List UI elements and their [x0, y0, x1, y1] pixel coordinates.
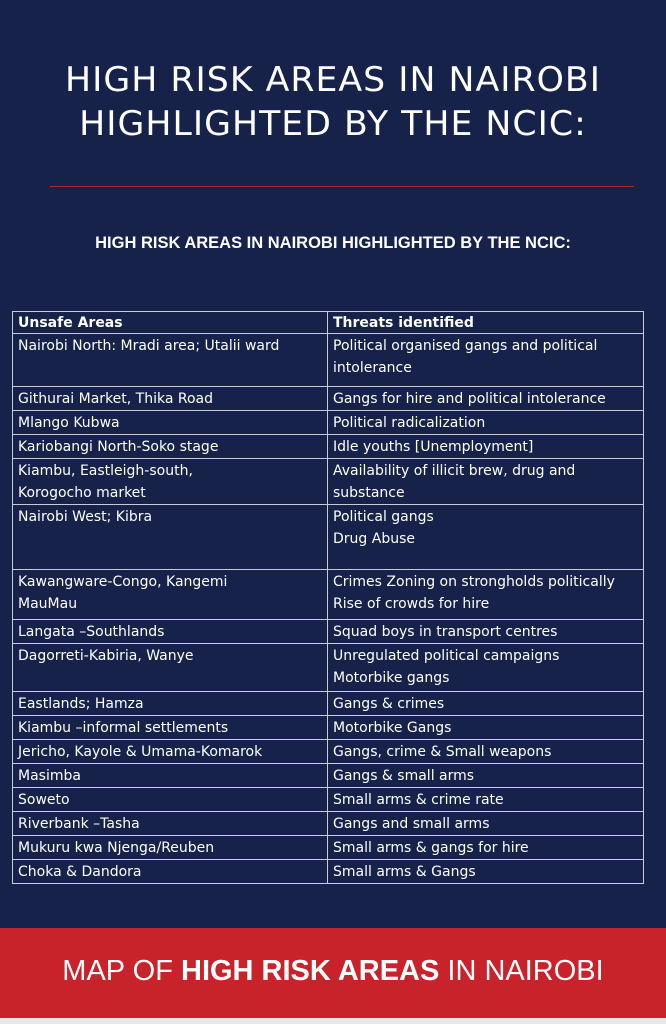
threat-text: Squad boys in transport centres	[333, 624, 558, 640]
table-row	[13, 691, 643, 715]
table-row	[13, 434, 643, 458]
unsafe-area-cell	[13, 411, 328, 434]
threat-cell	[328, 334, 643, 386]
threat-text: Small arms & crime rate	[333, 792, 504, 808]
bottom-strip	[0, 1018, 666, 1024]
threat-text: Gangs & small arms	[333, 768, 475, 784]
threat-text: intolerance	[333, 360, 412, 376]
unsafe-area-cell	[13, 812, 328, 835]
threat-text: Unregulated political campaigns	[333, 648, 560, 664]
unsafe-area-cell	[13, 788, 328, 811]
table-row	[13, 763, 643, 787]
unsafe-area-cell	[13, 334, 328, 386]
unsafe-area-cell	[13, 570, 328, 619]
unsafe-area-text: Choka & Dandora	[18, 864, 142, 880]
table-row	[13, 410, 643, 434]
unsafe-area-cell	[13, 644, 328, 691]
threat-text: Gangs, crime & Small weapons	[333, 744, 552, 760]
table-body	[13, 333, 643, 883]
threat-text: Idle youths [Unemployment]	[333, 439, 534, 455]
threat-cell	[328, 620, 643, 643]
unsafe-area-cell	[13, 764, 328, 787]
page-title-line2: HIGHLIGHTED BY THE NCIC:	[79, 104, 587, 144]
table-row	[13, 859, 643, 883]
threat-cell	[328, 505, 643, 569]
threat-cell	[328, 570, 643, 619]
unsafe-area-cell	[13, 836, 328, 859]
unsafe-area-text: Kiambu, Eastleigh-south,	[18, 463, 193, 479]
unsafe-area-text: Nairobi West; Kibra	[18, 509, 153, 525]
unsafe-area-text: Dagorreti-Kabiria, Wanye	[18, 648, 194, 664]
column-header-threats: Threats identified	[333, 315, 474, 331]
table-heading: HIGH RISK AREAS IN NAIROBI HIGHLIGHTED BY THE NCIC:	[95, 234, 571, 252]
threat-cell	[328, 644, 643, 691]
unsafe-area-text: Jericho, Kayole & Umama-Komarok	[18, 744, 263, 760]
page-title-line1: HIGH RISK AREAS IN NAIROBI	[65, 60, 601, 100]
table-row	[13, 458, 643, 504]
table-header-row	[13, 312, 643, 333]
table-row	[13, 835, 643, 859]
table-row	[13, 504, 643, 569]
unsafe-area-text: Kariobangi North-Soko stage	[18, 439, 219, 455]
table-row	[13, 715, 643, 739]
threat-cell	[328, 387, 643, 410]
threat-cell	[328, 836, 643, 859]
threat-cell	[328, 788, 643, 811]
threat-text: Political organised gangs and political	[333, 338, 598, 354]
unsafe-area-text: Eastlands; Hamza	[18, 696, 144, 712]
threat-cell	[328, 411, 643, 434]
unsafe-area-text: Masimba	[18, 768, 81, 784]
table-row	[13, 333, 643, 386]
threat-text: Motorbike Gangs	[333, 720, 452, 736]
threat-text: Small arms & gangs for hire	[333, 840, 529, 856]
unsafe-area-text: Nairobi North: Mradi area; Utalii ward	[18, 338, 280, 354]
unsafe-area-text: Mlango Kubwa	[18, 415, 120, 431]
unsafe-area-cell	[13, 387, 328, 410]
unsafe-area-cell	[13, 459, 328, 504]
title-divider	[50, 186, 634, 187]
footer-title	[0, 955, 666, 988]
threat-text: Political radicalization	[333, 415, 486, 431]
unsafe-area-text: Githurai Market, Thika Road	[18, 391, 214, 407]
threat-text: Crimes Zoning on strongholds politically	[333, 574, 615, 590]
unsafe-area-cell	[13, 435, 328, 458]
unsafe-area-cell	[13, 692, 328, 715]
threat-text: Gangs for hire and political intolerance	[333, 391, 606, 407]
threat-text: Rise of crowds for hire	[333, 596, 490, 612]
unsafe-area-text: Mukuru kwa Njenga/Reuben	[18, 840, 215, 856]
threat-cell	[328, 764, 643, 787]
unsafe-area-cell	[13, 740, 328, 763]
threat-cell	[328, 435, 643, 458]
footer-title-part1: MAP OF	[62, 955, 181, 987]
unsafe-area-text: Kawangware-Congo, Kangemi	[18, 574, 228, 590]
unsafe-area-text: MauMau	[18, 596, 78, 612]
threat-cell	[328, 812, 643, 835]
threat-text: Gangs & crimes	[333, 696, 445, 712]
threat-text: Availability of illicit brew, drug and	[333, 463, 576, 479]
threat-cell	[328, 692, 643, 715]
unsafe-area-text: Riverbank –Tasha	[18, 816, 140, 832]
unsafe-area-text: Kiambu –informal settlements	[18, 720, 229, 736]
footer-title-part2: HIGH RISK AREAS	[181, 955, 440, 987]
unsafe-area-cell	[13, 716, 328, 739]
threat-text: Small arms & Gangs	[333, 864, 476, 880]
table-row	[13, 811, 643, 835]
footer-title-part3: IN NAIROBI	[439, 955, 604, 987]
threat-text: Motorbike gangs	[333, 670, 450, 686]
table-row	[13, 569, 643, 619]
unsafe-area-cell	[13, 860, 328, 883]
risk-areas-table	[12, 311, 644, 884]
unsafe-area-text: Langata –Southlands	[18, 624, 165, 640]
threat-cell	[328, 740, 643, 763]
table-row	[13, 787, 643, 811]
threat-text: Political gangs	[333, 509, 434, 525]
page-title	[0, 58, 666, 146]
table-row	[13, 643, 643, 691]
threat-cell	[328, 716, 643, 739]
threat-text: Gangs and small arms	[333, 816, 490, 832]
unsafe-area-text: Korogocho market	[18, 485, 146, 501]
table-row	[13, 739, 643, 763]
threat-text: substance	[333, 485, 405, 501]
table-row	[13, 386, 643, 410]
threat-cell	[328, 860, 643, 883]
table-row	[13, 619, 643, 643]
column-header-unsafe-areas: Unsafe Areas	[13, 312, 328, 333]
threat-cell	[328, 459, 643, 504]
threat-text	[333, 550, 638, 572]
unsafe-area-text: Soweto	[18, 792, 70, 808]
unsafe-area-cell	[13, 620, 328, 643]
threat-text: Drug Abuse	[333, 531, 415, 547]
unsafe-area-cell	[13, 505, 328, 569]
